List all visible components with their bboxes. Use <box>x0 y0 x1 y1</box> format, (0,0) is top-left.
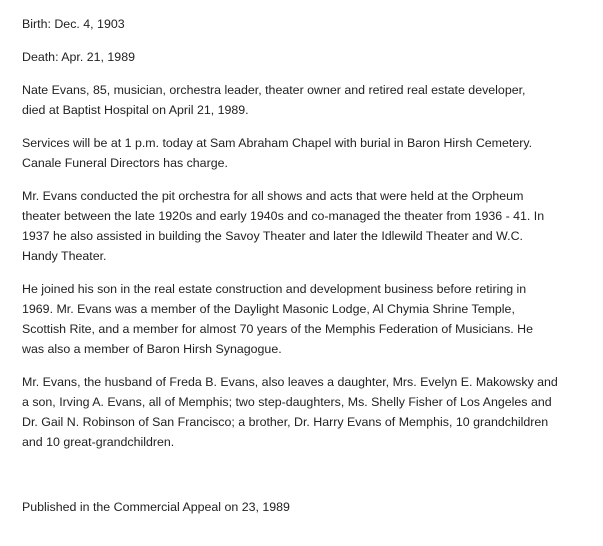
paragraph-real-estate: He joined his son in the real estate construction and development business before retiring in 1969. Mr. Evans was a member of the Daylight Masonic Lodge, Al Chymia Shrine Temple, Scottish Rite, and a member for almost 70 years of the Memphis Federation of Musicians. He was also a member of Baron Hirsh Synagogue. <box>22 282 533 356</box>
paragraph-survivors: Mr. Evans, the husband of Freda B. Evans, also leaves a daughter, Mrs. Evelyn E. Makowsky and a son, Irving A. Evans, all of Memphis; two step-daughters, Ms. Shelly Fisher of Los Angeles and Dr. Gail N. Robinson of San Francisco; a brother, Dr. Harry Evans of Memphis, 10 grandchildren and 10 great-grandchildren. <box>22 375 558 449</box>
death-date: Death: Apr. 21, 1989 <box>22 50 135 64</box>
obituary-document <box>22 14 592 465</box>
paragraph-orchestra: Mr. Evans conducted the pit orchestra for all shows and acts that were held at the Orpheum theater between the late 1920s and early 1940s and co-managed the theater from 1936 - 41. In 1937 he also assisted in building the Savoy Theater and later the Idlewild Theater and W.C. Handy Theater. <box>22 189 545 263</box>
paragraph-intro: Nate Evans, 85, musician, orchestra leader, theater owner and retired real estate developer, died at Baptist Hospital on April 21, 1989. <box>22 83 526 117</box>
birth-date: Birth: Dec. 4, 1903 <box>22 17 125 31</box>
paragraph-services: Services will be at 1 p.m. today at Sam Abraham Chapel with burial in Baron Hirsh Cemetery. Canale Funeral Directors has charge. <box>22 136 533 170</box>
publication-note: Published in the Commercial Appeal on 23, 1989 <box>22 500 290 514</box>
